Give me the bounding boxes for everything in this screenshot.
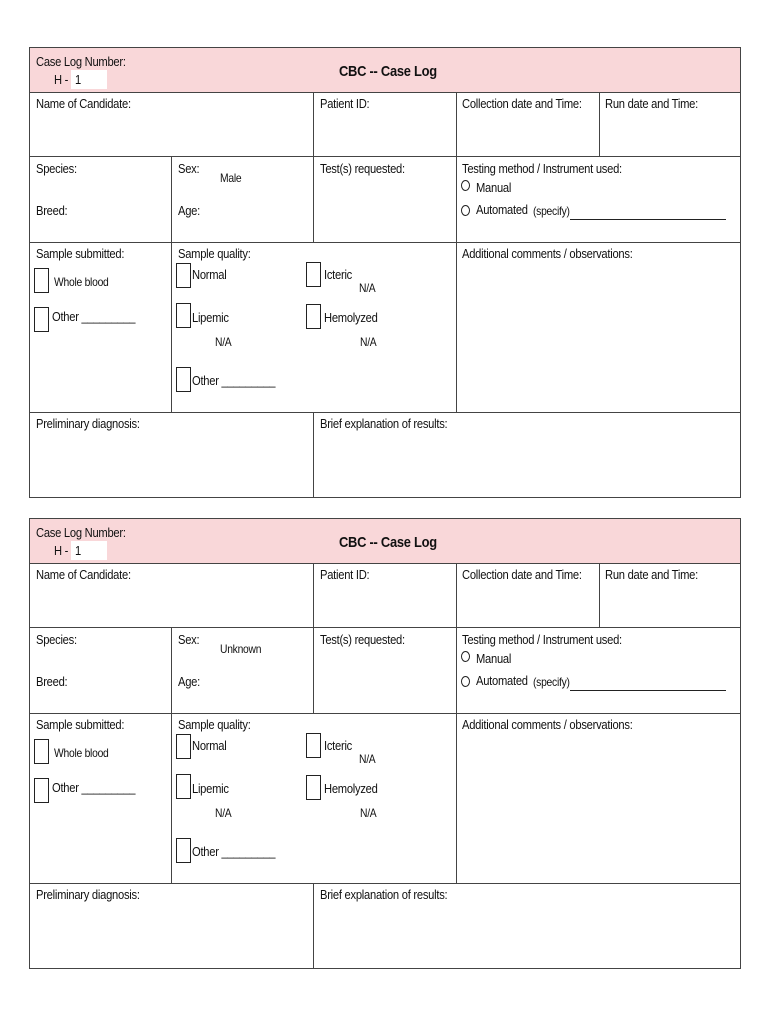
lipemic-label: Lipemic bbox=[192, 310, 229, 325]
candidate-name-label: Name of Candidate: bbox=[36, 567, 131, 582]
automated-specify-line[interactable] bbox=[570, 219, 726, 220]
run-date-cell[interactable] bbox=[600, 564, 740, 628]
preliminary-diagnosis-cell[interactable] bbox=[30, 884, 314, 968]
results-explanation-label: Brief explanation of results: bbox=[320, 887, 448, 902]
whole-blood-label: Whole blood bbox=[54, 746, 109, 760]
lipemic-checkbox[interactable] bbox=[176, 774, 191, 799]
sex-value: Male bbox=[220, 171, 242, 185]
hemolyzed-label: Hemolyzed bbox=[324, 310, 378, 325]
species-breed-cell[interactable] bbox=[30, 157, 172, 243]
other-quality-checkbox[interactable] bbox=[176, 367, 191, 392]
run-date-label: Run date and Time: bbox=[605, 96, 698, 111]
whole-blood-label: Whole blood bbox=[54, 275, 109, 289]
sample-quality-cell bbox=[172, 243, 457, 413]
patient-id-label: Patient ID: bbox=[320, 567, 370, 582]
sex-label: Sex: bbox=[178, 161, 200, 176]
other-sample-checkbox[interactable] bbox=[34, 778, 49, 803]
case-log-form-2 bbox=[29, 518, 741, 969]
hemolyzed-label: Hemolyzed bbox=[324, 781, 378, 796]
case-number-field[interactable] bbox=[71, 70, 107, 89]
testing-method-label: Testing method / Instrument used: bbox=[462, 632, 622, 647]
other-quality-label: Other _________ bbox=[192, 844, 276, 859]
tests-requested-label: Test(s) requested: bbox=[320, 161, 405, 176]
normal-checkbox[interactable] bbox=[176, 263, 191, 288]
sample-quality-label: Sample quality: bbox=[178, 246, 251, 261]
sex-label: Sex: bbox=[178, 632, 200, 647]
case-prefix: H - bbox=[54, 543, 69, 558]
manual-label: Manual bbox=[476, 180, 512, 195]
sample-submitted-label: Sample submitted: bbox=[36, 717, 125, 732]
manual-radio[interactable] bbox=[461, 651, 470, 662]
results-explanation-cell[interactable] bbox=[314, 413, 740, 497]
tests-requested-cell[interactable] bbox=[314, 628, 457, 714]
testing-method-cell bbox=[457, 157, 740, 243]
collection-date-cell[interactable] bbox=[457, 564, 600, 628]
comments-label: Additional comments / observations: bbox=[462, 717, 633, 732]
collection-date-label: Collection date and Time: bbox=[462, 96, 582, 111]
manual-radio[interactable] bbox=[461, 180, 470, 191]
results-explanation-label: Brief explanation of results: bbox=[320, 416, 448, 431]
candidate-name-label: Name of Candidate: bbox=[36, 96, 131, 111]
lipemic-value: N/A bbox=[215, 335, 232, 349]
icteric-label: Icteric bbox=[324, 738, 353, 753]
case-number-value: 1 bbox=[75, 543, 81, 558]
specify-label: (specify) bbox=[533, 675, 570, 689]
sex-value: Unknown bbox=[220, 642, 262, 656]
sample-quality-cell bbox=[172, 714, 457, 884]
run-date-cell[interactable] bbox=[600, 93, 740, 157]
form-title: CBC -- Case Log bbox=[339, 534, 437, 551]
sample-quality-label: Sample quality: bbox=[178, 717, 251, 732]
patient-id-cell[interactable] bbox=[314, 93, 457, 157]
age-label: Age: bbox=[178, 203, 200, 218]
patient-id-cell[interactable] bbox=[314, 564, 457, 628]
icteric-checkbox[interactable] bbox=[306, 262, 321, 287]
whole-blood-checkbox[interactable] bbox=[34, 739, 49, 764]
automated-specify-line[interactable] bbox=[570, 690, 726, 691]
normal-label: Normal bbox=[192, 267, 227, 282]
preliminary-diagnosis-cell[interactable] bbox=[30, 413, 314, 497]
automated-label: Automated bbox=[476, 202, 528, 217]
case-number-field[interactable] bbox=[71, 541, 107, 560]
species-breed-cell[interactable] bbox=[30, 628, 172, 714]
automated-radio[interactable] bbox=[461, 205, 470, 216]
hemolyzed-value: N/A bbox=[360, 335, 377, 349]
specify-label: (specify) bbox=[533, 204, 570, 218]
icteric-label: Icteric bbox=[324, 267, 353, 282]
comments-label: Additional comments / observations: bbox=[462, 246, 633, 261]
hemolyzed-checkbox[interactable] bbox=[306, 304, 321, 329]
comments-cell[interactable] bbox=[457, 714, 740, 884]
lipemic-value: N/A bbox=[215, 806, 232, 820]
breed-label: Breed: bbox=[36, 203, 68, 218]
species-label: Species: bbox=[36, 632, 77, 647]
lipemic-label: Lipemic bbox=[192, 781, 229, 796]
testing-method-cell bbox=[457, 628, 740, 714]
other-sample-label: Other _________ bbox=[52, 780, 136, 795]
lipemic-checkbox[interactable] bbox=[176, 303, 191, 328]
normal-checkbox[interactable] bbox=[176, 734, 191, 759]
comments-cell[interactable] bbox=[457, 243, 740, 413]
candidate-name-cell[interactable] bbox=[30, 564, 314, 628]
manual-label: Manual bbox=[476, 651, 512, 666]
other-sample-label: Other _________ bbox=[52, 309, 136, 324]
collection-date-cell[interactable] bbox=[457, 93, 600, 157]
icteric-value: N/A bbox=[359, 752, 376, 766]
run-date-label: Run date and Time: bbox=[605, 567, 698, 582]
case-log-number-label: Case Log Number: bbox=[36, 525, 126, 540]
species-label: Species: bbox=[36, 161, 77, 176]
testing-method-label: Testing method / Instrument used: bbox=[462, 161, 622, 176]
age-label: Age: bbox=[178, 674, 200, 689]
breed-label: Breed: bbox=[36, 674, 68, 689]
case-log-number-label: Case Log Number: bbox=[36, 54, 126, 69]
sample-submitted-cell bbox=[30, 243, 172, 413]
normal-label: Normal bbox=[192, 738, 227, 753]
hemolyzed-value: N/A bbox=[360, 806, 377, 820]
collection-date-label: Collection date and Time: bbox=[462, 567, 582, 582]
form-title: CBC -- Case Log bbox=[339, 63, 437, 80]
other-sample-checkbox[interactable] bbox=[34, 307, 49, 332]
preliminary-diagnosis-label: Preliminary diagnosis: bbox=[36, 416, 140, 431]
case-prefix: H - bbox=[54, 72, 69, 87]
whole-blood-checkbox[interactable] bbox=[34, 268, 49, 293]
icteric-value: N/A bbox=[359, 281, 376, 295]
other-quality-label: Other _________ bbox=[192, 373, 276, 388]
automated-radio[interactable] bbox=[461, 676, 470, 687]
sex-age-cell[interactable] bbox=[172, 157, 314, 243]
preliminary-diagnosis-label: Preliminary diagnosis: bbox=[36, 887, 140, 902]
case-log-header bbox=[30, 519, 740, 564]
automated-label: Automated bbox=[476, 673, 528, 688]
case-log-header bbox=[30, 48, 740, 93]
hemolyzed-checkbox[interactable] bbox=[306, 775, 321, 800]
icteric-checkbox[interactable] bbox=[306, 733, 321, 758]
candidate-name-cell[interactable] bbox=[30, 93, 314, 157]
sample-submitted-cell bbox=[30, 714, 172, 884]
sex-age-cell[interactable] bbox=[172, 628, 314, 714]
case-number-value: 1 bbox=[75, 72, 81, 87]
case-log-form-1 bbox=[29, 47, 741, 498]
results-explanation-cell[interactable] bbox=[314, 884, 740, 968]
patient-id-label: Patient ID: bbox=[320, 96, 370, 111]
sample-submitted-label: Sample submitted: bbox=[36, 246, 125, 261]
tests-requested-label: Test(s) requested: bbox=[320, 632, 405, 647]
other-quality-checkbox[interactable] bbox=[176, 838, 191, 863]
tests-requested-cell[interactable] bbox=[314, 157, 457, 243]
